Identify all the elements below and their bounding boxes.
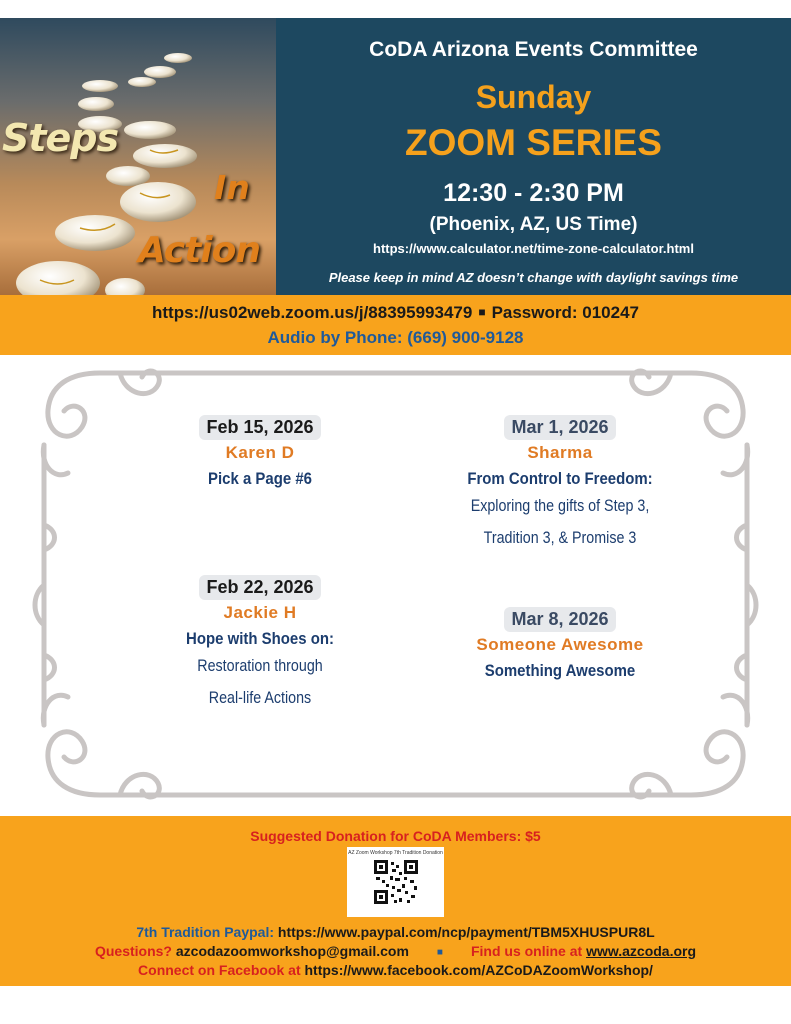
event-date: Mar 8, 2026 <box>504 607 615 632</box>
zoom-info-band <box>0 295 791 355</box>
daylight-savings-note: Please keep in mind AZ doesn’t change with daylight savings time <box>328 270 739 285</box>
facebook-line <box>0 962 791 978</box>
event-title: From Control to Freedom: <box>467 469 653 488</box>
website-link[interactable]: www.azcoda.org <box>586 943 697 959</box>
event-subtitle-line: Real-life Actions <box>208 688 312 707</box>
event-date: Feb 22, 2026 <box>199 575 320 600</box>
event-subtitle-line: Restoration through <box>197 656 323 675</box>
questions-label: Questions? <box>94 943 172 959</box>
event-card <box>110 415 410 489</box>
paypal-link[interactable]: https://www.paypal.com/ncp/payment/TBM5XHUSPUR8L <box>277 924 655 940</box>
find-us-label: Find us online at <box>470 943 583 959</box>
zoom-details <box>0 303 791 323</box>
event-title: Pick a Page #6 <box>208 469 312 488</box>
day-heading: Sunday <box>475 79 592 115</box>
organization-title: CoDA Arizona Events Committee <box>369 38 698 61</box>
event-speaker: Karen D <box>225 443 295 462</box>
donation-text: Suggested Donation for CoDA Members: $5 <box>250 828 541 844</box>
event-date: Feb 15, 2026 <box>199 415 320 440</box>
facebook-label: Connect on Facebook at <box>138 962 301 978</box>
event-subtitle-line: Exploring the gifts of Step 3, <box>470 496 650 515</box>
qr-code-card[interactable] <box>347 847 444 917</box>
paypal-label: 7th Tradition Paypal: <box>136 924 275 940</box>
hero-action-text: Action <box>138 230 261 271</box>
schedule-frame <box>30 355 761 813</box>
qr-caption: AZ Zoom Workshop 7th Tradition Donation <box>348 850 443 856</box>
questions-line <box>0 943 791 959</box>
event-speaker: Someone Awesome <box>476 635 644 654</box>
time-range: 12:30 - 2:30 PM <box>443 179 624 207</box>
event-subtitle-line: Tradition 3, & Promise 3 <box>483 528 637 547</box>
event-speaker: Sharma <box>527 443 593 462</box>
hero-in-text: In <box>214 168 250 207</box>
event-title: Hope with Shoes on: <box>186 629 334 648</box>
event-speaker: Jackie H <box>223 603 297 622</box>
event-card <box>110 575 410 713</box>
email-link[interactable]: azcodazoomworkshop@gmail.com <box>175 943 409 959</box>
steps-in-action-image <box>0 18 276 295</box>
event-date: Mar 1, 2026 <box>504 415 615 440</box>
series-heading: ZOOM SERIES <box>405 122 662 163</box>
zoom-link[interactable]: https://us02web.zoom.us/j/88395993479 <box>152 303 473 322</box>
phone-audio: Audio by Phone: (669) 900-9128 <box>267 328 524 347</box>
separator-icon: ■ <box>436 947 443 958</box>
separator-icon: ■ <box>478 305 486 319</box>
timezone-label: (Phoenix, AZ, US Time) <box>429 214 638 235</box>
header-panel <box>276 18 791 295</box>
zoom-password: Password: 010247 <box>491 303 639 322</box>
event-title: Something Awesome <box>484 661 636 680</box>
hero-steps-text: Steps <box>2 116 119 160</box>
paypal-line <box>0 924 791 940</box>
qr-code-icon <box>374 860 418 904</box>
footer-band <box>0 816 791 986</box>
event-card <box>410 415 710 553</box>
timezone-calculator-link[interactable]: https://www.calculator.net/time-zone-calculator.html <box>373 241 694 256</box>
facebook-link[interactable]: https://www.facebook.com/AZCoDAZoomWorkshop/ <box>304 962 653 978</box>
event-card <box>410 607 710 681</box>
